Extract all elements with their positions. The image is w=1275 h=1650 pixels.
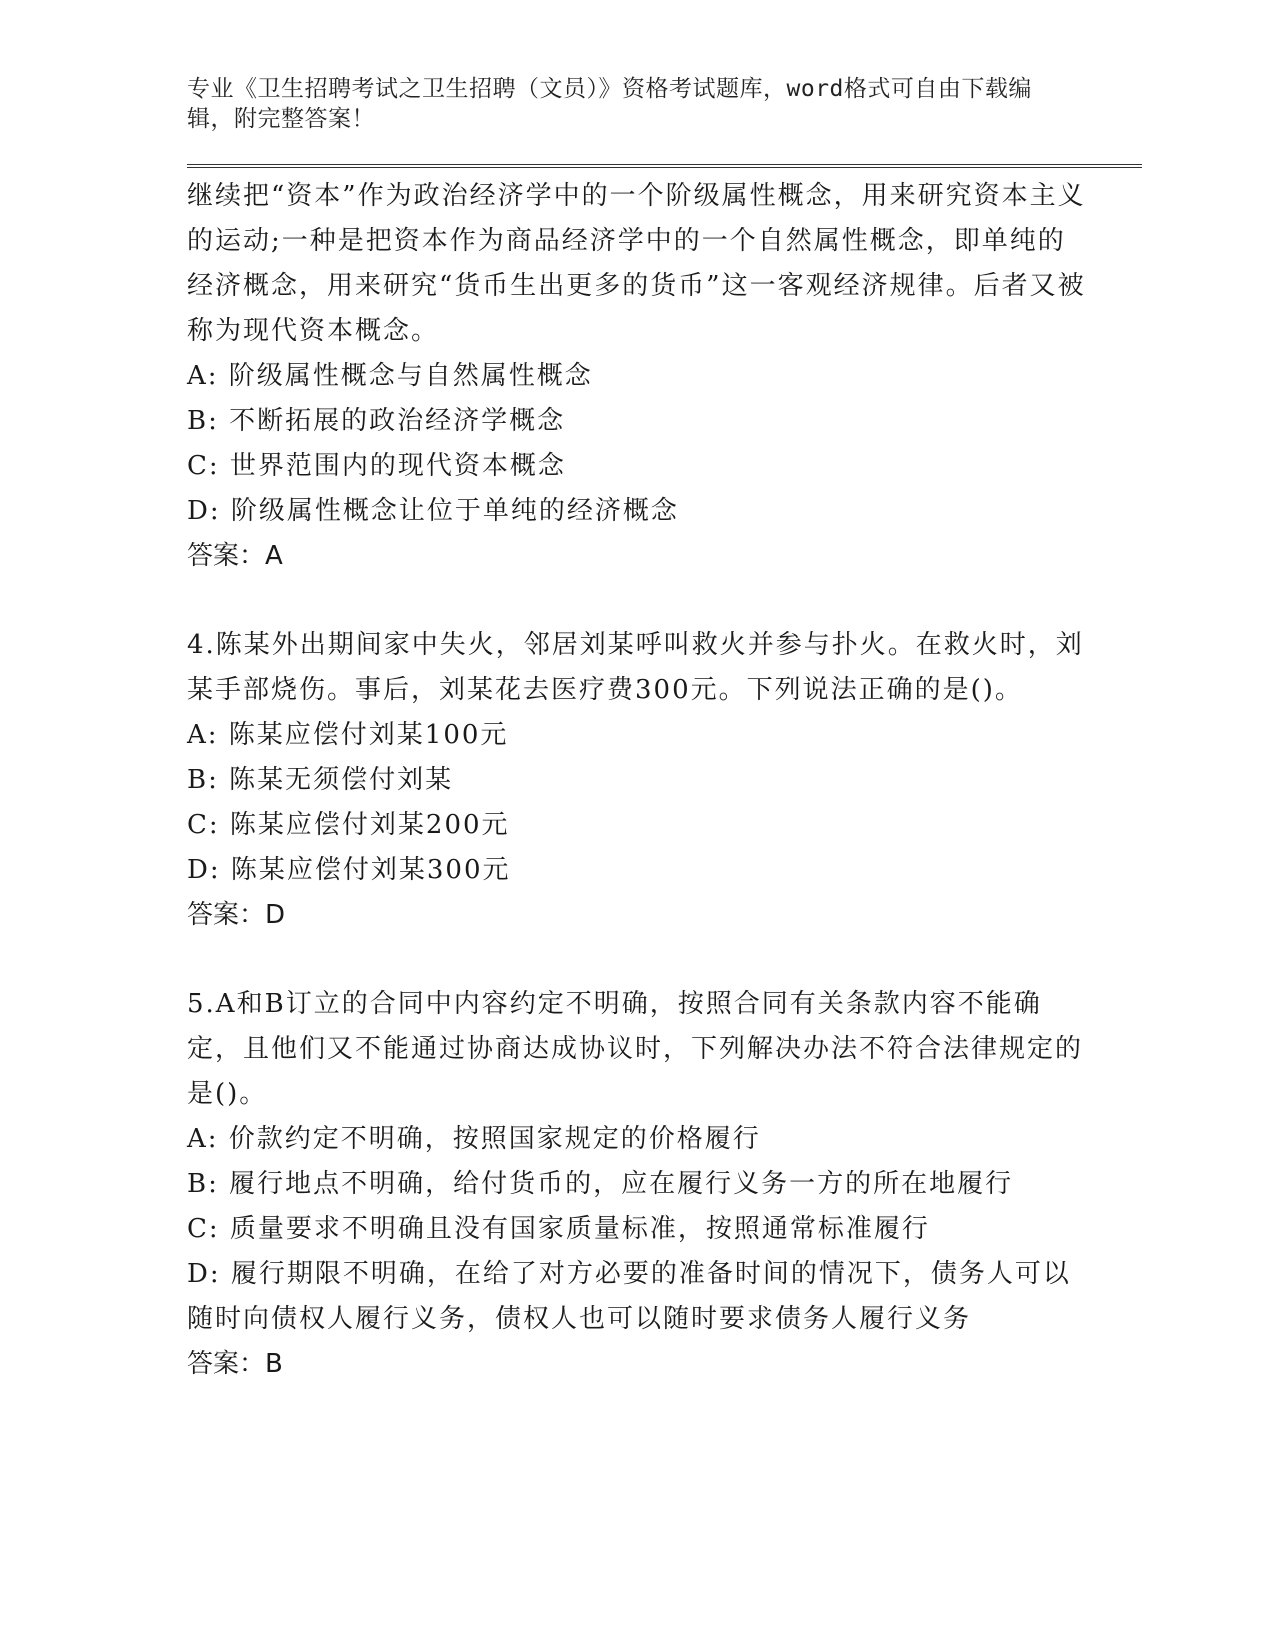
answer-line: 答案：A	[187, 541, 283, 571]
option-d: D: 履行期限不明确，在给了对方必要的准备时间的情况下，债务人可以随时向债权人履行义务，债权人也可以随时要求债务人履行义务	[187, 1259, 1071, 1334]
option-c: C: 陈某应偿付刘某200元	[187, 810, 510, 840]
document-page	[187, 74, 1142, 1387]
option-a: A: 陈某应偿付刘某100元	[187, 720, 509, 750]
option-b: B: 陈某无须偿付刘某	[187, 765, 454, 795]
question-text: 4.陈某外出期间家中失火，邻居刘某呼叫救火并参与扑火。在救火时，刘某手部烧伤。事后，刘某花去医疗费300元。下列说法正确的是()。	[187, 630, 1084, 705]
option-d: D: 陈某应偿付刘某300元	[187, 855, 511, 885]
question-text: 继续把“资本”作为政治经济学中的一个阶级属性概念，用来研究资本主义的运动;一种是把资本作为商品经济学中的一个自然属性概念，即单纯的经济概念，用来研究“货币生出更多的货币”这一客观经济规律。后者又被称为现代资本概念。	[187, 181, 1086, 346]
option-b: B: 不断拓展的政治经济学概念	[187, 406, 566, 436]
option-c: C: 质量要求不明确且没有国家质量标准，按照通常标准履行	[187, 1214, 930, 1244]
question-4	[187, 623, 1087, 938]
document-header: 专业《卫生招聘考试之卫生招聘（文员）》资格考试题库，word格式可自由下载编辑，附完整答案！	[187, 76, 1032, 132]
question-text: 5.A和B订立的合同中内容约定不明确，按照合同有关条款内容不能确定，且他们又不能通过协商达成协议时，下列解决办法不符合法律规定的是()。	[187, 989, 1084, 1109]
option-d: D: 阶级属性概念让位于单纯的经济概念	[187, 496, 679, 526]
header-divider	[187, 164, 1142, 168]
option-a: A: 阶级属性概念与自然属性概念	[187, 361, 593, 391]
question-3-continuation	[187, 174, 1087, 579]
option-a: A: 价款约定不明确，按照国家规定的价格履行	[187, 1124, 761, 1154]
question-5	[187, 982, 1087, 1387]
option-b: B: 履行地点不明确，给付货币的，应在履行义务一方的所在地履行	[187, 1169, 1014, 1199]
answer-line: 答案：B	[187, 1349, 283, 1379]
document-body	[187, 174, 1087, 1387]
option-c: C: 世界范围内的现代资本概念	[187, 451, 566, 481]
answer-line: 答案：D	[187, 900, 286, 930]
